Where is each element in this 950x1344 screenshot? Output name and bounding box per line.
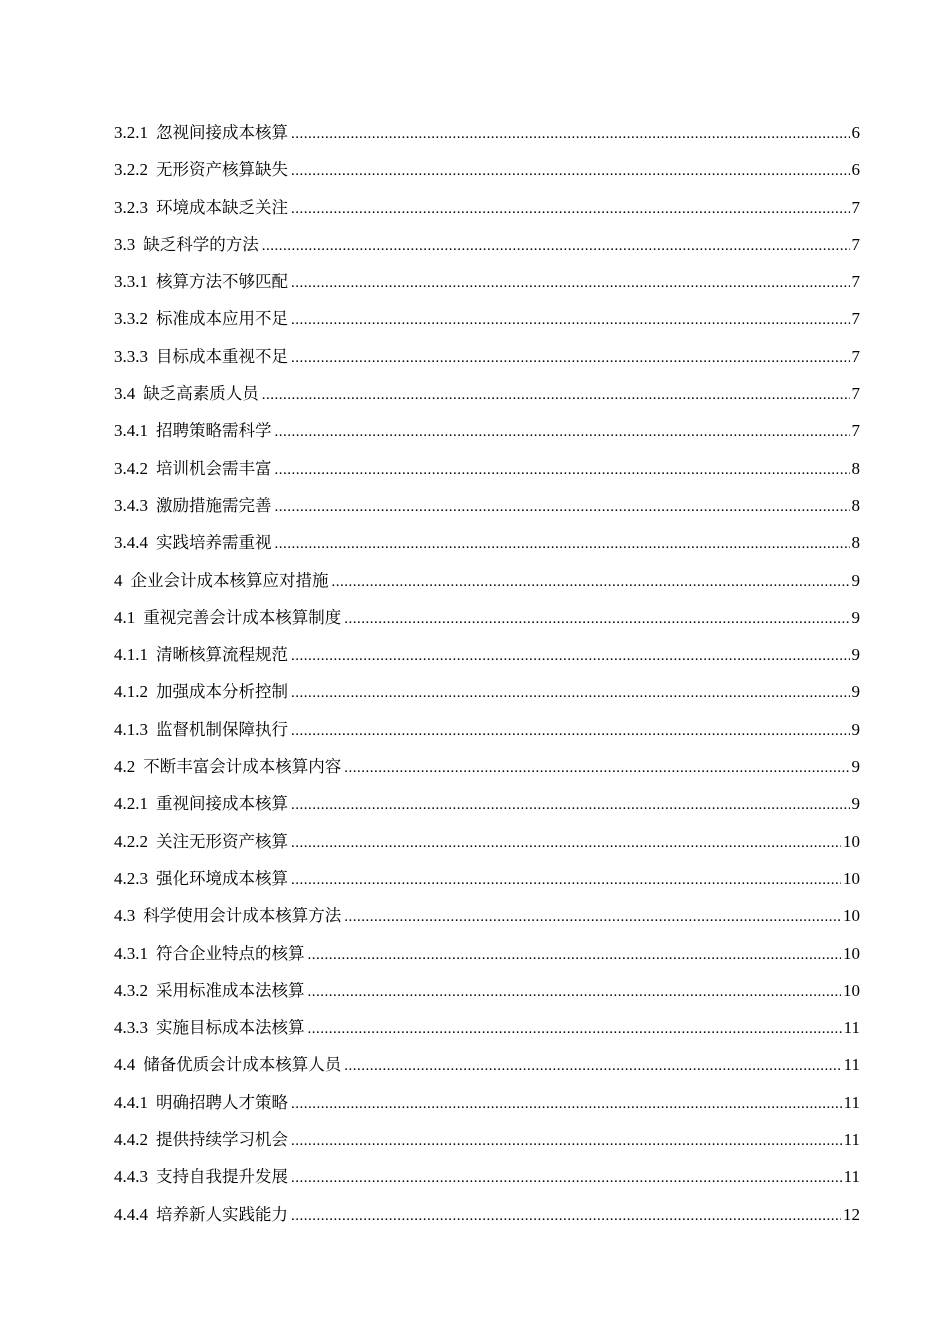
toc-dot-leader xyxy=(344,750,849,787)
toc-dot-leader xyxy=(262,228,850,265)
toc-entry[interactable] xyxy=(114,412,860,449)
toc-page-number: 7 xyxy=(851,309,860,329)
toc-dot-leader xyxy=(291,825,841,862)
toc-dot-leader xyxy=(262,377,850,414)
toc-section-number: 3.4.2 xyxy=(114,458,148,478)
toc-section-number: 3.4.4 xyxy=(114,533,148,553)
toc-dot-leader xyxy=(291,862,841,899)
toc-section-title: 储备优质会计成本核算人员 xyxy=(143,1055,342,1075)
toc-entry-label xyxy=(114,935,305,972)
toc-entry-label xyxy=(114,338,288,375)
table-of-contents xyxy=(114,114,860,1233)
toc-entry[interactable] xyxy=(114,524,860,561)
toc-entry-label xyxy=(114,300,288,337)
toc-entry-label xyxy=(114,375,259,412)
toc-entry-label xyxy=(114,711,288,748)
toc-entry[interactable] xyxy=(114,599,860,636)
toc-section-number: 3.3.2 xyxy=(114,309,148,329)
toc-section-number: 3.4 xyxy=(114,384,136,404)
toc-page-number: 9 xyxy=(851,682,860,702)
toc-section-number: 4.4 xyxy=(114,1055,136,1075)
toc-page-number: 9 xyxy=(851,645,860,665)
toc-dot-leader xyxy=(344,601,849,638)
toc-section-title: 重视间接成本核算 xyxy=(156,794,288,814)
toc-page-number: 12 xyxy=(843,1204,860,1224)
toc-entry-label xyxy=(114,151,288,188)
toc-entry-label xyxy=(114,450,272,487)
toc-page-number: 11 xyxy=(843,1167,860,1187)
toc-section-number: 4.3.1 xyxy=(114,943,148,963)
toc-dot-leader xyxy=(275,526,850,563)
toc-entry-label xyxy=(114,897,341,934)
toc-section-number: 4.1 xyxy=(114,607,136,627)
toc-entry[interactable] xyxy=(114,972,860,1009)
toc-section-number: 4.2.2 xyxy=(114,831,148,851)
toc-section-number: 4 xyxy=(114,570,123,590)
toc-page-number: 9 xyxy=(851,794,860,814)
toc-dot-leader xyxy=(291,713,850,750)
toc-section-title: 实践培养需重视 xyxy=(156,533,272,553)
toc-page-number: 7 xyxy=(851,384,860,404)
toc-page-number: 6 xyxy=(851,160,860,180)
toc-section-number: 3.2.1 xyxy=(114,123,148,142)
toc-page-number: 10 xyxy=(843,943,860,963)
toc-section-number: 4.2.3 xyxy=(114,868,148,888)
toc-entry-label xyxy=(114,562,329,599)
toc-entry[interactable] xyxy=(114,1046,860,1083)
toc-entry[interactable] xyxy=(114,748,860,785)
toc-entry[interactable] xyxy=(114,1121,860,1158)
toc-section-title: 缺乏科学的方法 xyxy=(143,234,259,254)
toc-entry[interactable] xyxy=(114,711,860,748)
toc-entry[interactable] xyxy=(114,1009,860,1046)
toc-dot-leader xyxy=(332,564,850,601)
toc-entry-label xyxy=(114,189,288,226)
toc-section-number: 4.3.2 xyxy=(114,980,148,1000)
toc-dot-leader xyxy=(344,1048,841,1085)
toc-dot-leader xyxy=(291,787,850,824)
toc-page-number: 9 xyxy=(851,757,860,777)
toc-section-title: 符合企业特点的核算 xyxy=(156,943,305,963)
toc-section-number: 4.4.2 xyxy=(114,1130,148,1150)
toc-page-number: 7 xyxy=(851,421,860,441)
toc-section-title: 招聘策略需科学 xyxy=(156,421,272,441)
toc-section-number: 4.4.4 xyxy=(114,1204,148,1224)
toc-page-number: 7 xyxy=(851,197,860,217)
toc-section-title: 强化环境成本核算 xyxy=(156,868,288,888)
toc-entry[interactable] xyxy=(114,338,860,375)
toc-dot-leader xyxy=(291,675,850,712)
toc-dot-leader xyxy=(275,414,850,451)
toc-entry[interactable] xyxy=(114,487,860,524)
toc-entry[interactable] xyxy=(114,114,860,151)
toc-section-number: 4.3.3 xyxy=(114,1018,148,1038)
toc-section-title: 科学使用会计成本核算方法 xyxy=(143,906,342,926)
toc-entry-label xyxy=(114,1046,341,1083)
toc-dot-leader xyxy=(344,899,841,936)
toc-section-number: 3.4.1 xyxy=(114,421,148,441)
toc-entry-label xyxy=(114,823,288,860)
toc-section-title: 缺乏高素质人员 xyxy=(143,384,259,404)
toc-dot-leader xyxy=(291,116,850,153)
toc-section-title: 提供持续学习机会 xyxy=(156,1130,288,1150)
toc-section-number: 3.2.2 xyxy=(114,160,148,180)
toc-page-number: 11 xyxy=(843,1018,860,1038)
toc-section-title: 激励措施需完善 xyxy=(156,495,272,515)
toc-entry-label xyxy=(114,599,341,636)
toc-page-number: 9 xyxy=(851,607,860,627)
toc-page-number: 10 xyxy=(843,831,860,851)
toc-section-title: 采用标准成本法核算 xyxy=(156,980,305,1000)
toc-page-number: 8 xyxy=(851,533,860,553)
toc-entry-label xyxy=(114,114,288,151)
toc-entry[interactable] xyxy=(114,897,860,934)
toc-entry-label xyxy=(114,673,288,710)
toc-dot-leader xyxy=(308,974,842,1011)
toc-section-number: 4.2 xyxy=(114,757,136,777)
toc-page-number: 11 xyxy=(843,1092,860,1112)
toc-entry-label xyxy=(114,1084,288,1121)
toc-section-number: 4.4.1 xyxy=(114,1092,148,1112)
toc-page-number: 7 xyxy=(851,234,860,254)
toc-section-number: 3.3.1 xyxy=(114,272,148,292)
toc-entry-label xyxy=(114,263,288,300)
toc-dot-leader xyxy=(308,1011,842,1048)
toc-entry[interactable] xyxy=(114,300,860,337)
toc-section-number: 4.1.2 xyxy=(114,682,148,702)
toc-entry-label xyxy=(114,487,272,524)
toc-section-title: 加强成本分析控制 xyxy=(156,682,288,702)
toc-entry-label xyxy=(114,860,288,897)
toc-entry[interactable] xyxy=(114,151,860,188)
toc-entry-label xyxy=(114,1196,288,1233)
toc-section-title: 目标成本重视不足 xyxy=(156,346,288,366)
toc-entry-label xyxy=(114,412,272,449)
toc-dot-leader xyxy=(275,452,850,489)
toc-dot-leader xyxy=(291,638,850,675)
toc-page-number: 11 xyxy=(843,1130,860,1150)
toc-entry-label xyxy=(114,785,288,822)
toc-section-number: 4.4.3 xyxy=(114,1167,148,1187)
toc-entry[interactable] xyxy=(114,263,860,300)
toc-page-number: 8 xyxy=(851,495,860,515)
toc-dot-leader xyxy=(291,191,850,228)
toc-entry[interactable] xyxy=(114,375,860,412)
toc-entry-label xyxy=(114,1009,305,1046)
toc-entry-label xyxy=(114,226,259,263)
toc-dot-leader xyxy=(291,302,850,339)
toc-page-number: 11 xyxy=(843,1055,860,1075)
toc-page-number: 9 xyxy=(851,570,860,590)
toc-dot-leader xyxy=(291,1086,842,1123)
toc-page-number: 8 xyxy=(851,458,860,478)
toc-page-number: 7 xyxy=(851,346,860,366)
toc-section-title: 企业会计成本核算应对措施 xyxy=(130,570,329,590)
toc-dot-leader xyxy=(291,1198,841,1235)
toc-entry-label xyxy=(114,1121,288,1158)
toc-dot-leader xyxy=(291,340,850,377)
toc-section-number: 4.1.1 xyxy=(114,645,148,665)
toc-page-number: 10 xyxy=(843,906,860,926)
toc-entry[interactable] xyxy=(114,226,860,263)
toc-entry[interactable] xyxy=(114,860,860,897)
toc-section-title: 实施目标成本法核算 xyxy=(156,1018,305,1038)
toc-section-number: 3.2.3 xyxy=(114,197,148,217)
toc-entry[interactable] xyxy=(114,1158,860,1195)
toc-dot-leader xyxy=(291,153,850,190)
toc-section-title: 无形资产核算缺失 xyxy=(156,160,288,180)
toc-entry[interactable] xyxy=(114,823,860,860)
toc-section-number: 3.3 xyxy=(114,234,136,254)
toc-section-title: 关注无形资产核算 xyxy=(156,831,288,851)
toc-dot-leader xyxy=(275,489,850,526)
toc-entry-label xyxy=(114,524,272,561)
toc-page-number: 10 xyxy=(843,980,860,1000)
toc-section-title: 不断丰富会计成本核算内容 xyxy=(143,757,342,777)
toc-section-number: 4.1.3 xyxy=(114,719,148,739)
toc-entry[interactable] xyxy=(114,1084,860,1121)
toc-entry[interactable] xyxy=(114,636,860,673)
toc-section-title: 支持自我提升发展 xyxy=(156,1167,288,1187)
toc-section-title: 培养新人实践能力 xyxy=(156,1204,288,1224)
toc-section-title: 清晰核算流程规范 xyxy=(156,645,288,665)
toc-dot-leader xyxy=(291,1160,842,1197)
toc-dot-leader xyxy=(308,937,842,974)
toc-dot-leader xyxy=(291,265,850,302)
toc-section-number: 4.3 xyxy=(114,906,136,926)
toc-section-title: 明确招聘人才策略 xyxy=(156,1092,288,1112)
toc-entry-label xyxy=(114,748,341,785)
toc-section-title: 核算方法不够匹配 xyxy=(156,272,288,292)
toc-section-title: 培训机会需丰富 xyxy=(156,458,272,478)
toc-entry[interactable] xyxy=(114,1196,860,1233)
toc-entry[interactable] xyxy=(114,562,860,599)
toc-entry[interactable] xyxy=(114,935,860,972)
toc-section-number: 4.2.1 xyxy=(114,794,148,814)
toc-entry[interactable] xyxy=(114,450,860,487)
toc-section-number: 3.3.3 xyxy=(114,346,148,366)
toc-entry-label xyxy=(114,972,305,1009)
toc-section-title: 环境成本缺乏关注 xyxy=(156,197,288,217)
toc-page-number: 10 xyxy=(843,868,860,888)
toc-dot-leader xyxy=(291,1123,842,1160)
toc-section-title: 标准成本应用不足 xyxy=(156,309,288,329)
toc-entry[interactable] xyxy=(114,785,860,822)
toc-entry-label xyxy=(114,1158,288,1195)
toc-entry[interactable] xyxy=(114,673,860,710)
toc-section-title: 忽视间接成本核算 xyxy=(156,123,288,142)
toc-entry-label xyxy=(114,636,288,673)
toc-page-number: 9 xyxy=(851,719,860,739)
toc-page-number: 7 xyxy=(851,272,860,292)
toc-entry[interactable] xyxy=(114,189,860,226)
toc-section-title: 监督机制保障执行 xyxy=(156,719,288,739)
toc-section-title: 重视完善会计成本核算制度 xyxy=(143,607,342,627)
toc-page-number: 6 xyxy=(851,123,860,142)
toc-section-number: 3.4.3 xyxy=(114,495,148,515)
